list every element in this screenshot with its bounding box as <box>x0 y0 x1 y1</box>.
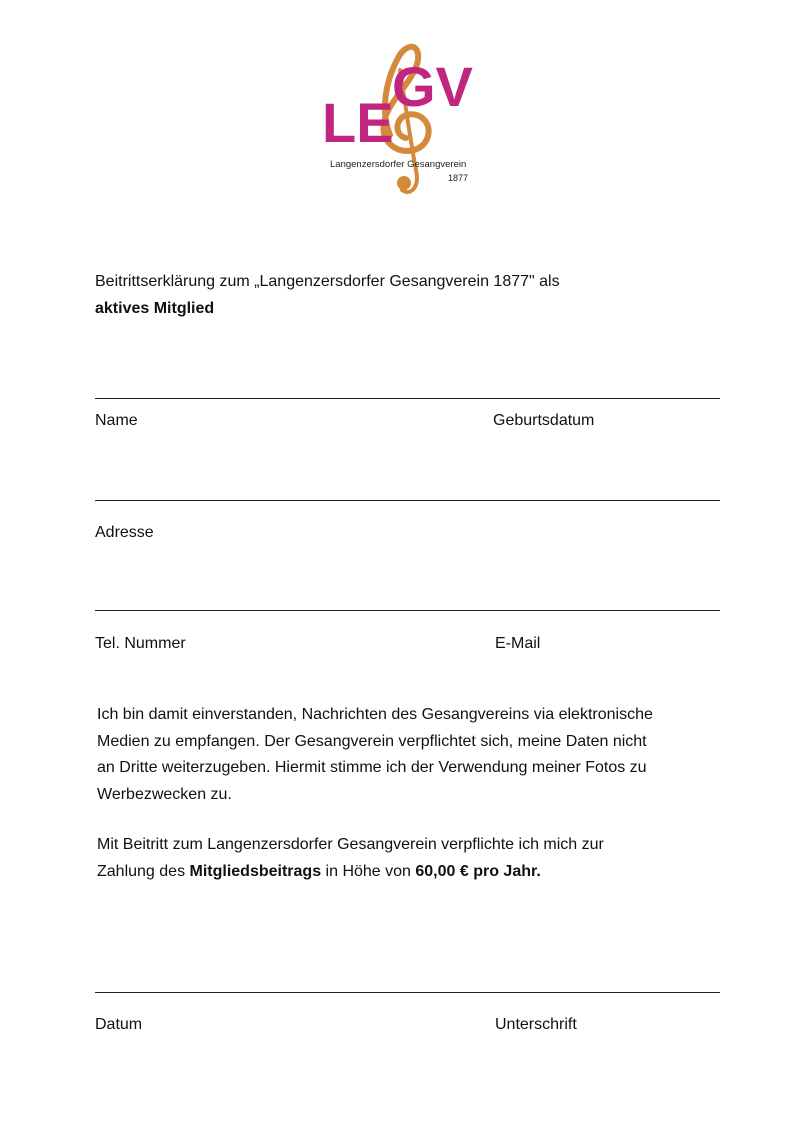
heading-line-1: Beitrittserklärung zum „Langenzersdorfer Gesangverein 1877" als <box>95 273 560 290</box>
name-signature-line[interactable] <box>95 398 720 399</box>
fee-amount: 60,00 € pro Jahr. <box>415 862 541 880</box>
signature-label: Unterschrift <box>495 1016 577 1033</box>
name-label: Name <box>95 412 138 429</box>
consent-line: Ich bin damit einverstanden, Nachrichten des Gesangvereins via elektronische <box>97 706 653 723</box>
address-label: Adresse <box>95 524 154 541</box>
org-logo <box>320 40 490 200</box>
form-heading <box>95 268 735 322</box>
logo-letters-gv: GV <box>392 55 473 118</box>
fee-term: Mitgliedsbeitrags <box>189 862 322 880</box>
date-label: Datum <box>95 1016 143 1033</box>
date-signature-line[interactable] <box>95 992 720 993</box>
consent-line: an Dritte weiterzugeben. Hiermit stimme ich der Verwendung meiner Fotos zu <box>97 759 647 776</box>
logo-org-name: Langenzersdorfer Gesangverein <box>330 159 467 170</box>
logo-year: 1877 <box>448 173 469 183</box>
fee-line-2 <box>97 859 737 886</box>
email-label: E-Mail <box>495 635 541 652</box>
fee-line-1: Mit Beitritt zum Langenzersdorfer Gesangverein verpflichte ich mich zur <box>97 836 604 853</box>
consent-paragraph <box>97 702 737 808</box>
consent-line: Werbezwecken zu. <box>97 785 232 803</box>
logo-letters-le: LE <box>322 91 394 154</box>
birthdate-label: Geburtsdatum <box>493 412 595 429</box>
consent-line: Medien zu empfangen. Der Gesangverein verpflichtet sich, meine Daten nicht <box>97 732 647 750</box>
heading-line-2: aktives Mitglied <box>95 300 215 317</box>
address-line[interactable] <box>95 500 720 501</box>
phone-email-line[interactable] <box>95 610 720 611</box>
phone-label: Tel. Nummer <box>95 635 186 652</box>
fee-paragraph <box>97 832 737 885</box>
fee-mid: in Höhe von <box>321 862 416 880</box>
fee-prefix: Zahlung des <box>97 862 190 880</box>
